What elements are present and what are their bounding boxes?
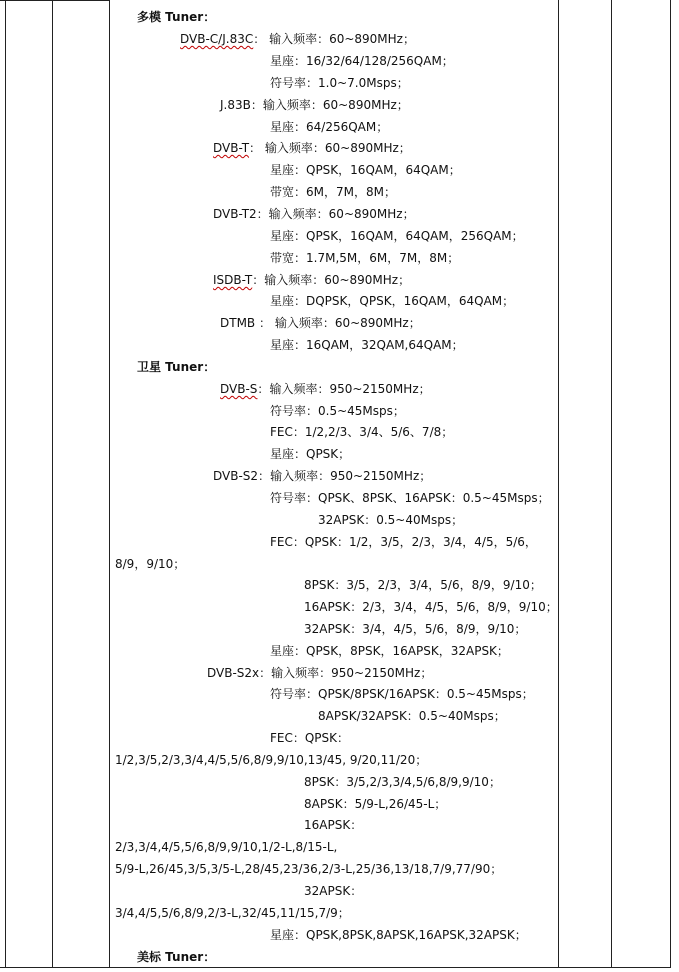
section-title-satellite: 卫星 Tuner： [137, 360, 216, 374]
dvbs2-label: DVB-S2： [213, 469, 271, 483]
dvbs2-fec-16apsk: 16APSK：2/3，3/4，4/5，5/6，8/9，9/10； [304, 600, 558, 614]
table-border-top [0, 0, 110, 1]
dvbt2-freq: 输入频率：60~890MHz； [268, 207, 415, 221]
section-title-american: 美标 Tuner： [137, 950, 216, 964]
table-border-bottom [0, 967, 671, 968]
table-border-right [670, 0, 671, 968]
dvbt-bandwidth: 带宽：6M，7M，8M； [270, 185, 396, 199]
dtmb-constellation: 星座：16QAM，32QAM,64QAM； [270, 338, 464, 352]
j83b-freq: 输入频率：60~890MHz； [262, 98, 409, 112]
dvbs2-fec-qpsk: FEC：QPSK：1/2，3/5，2/3，3/4，4/5，5/6， [270, 535, 537, 549]
dvbc-constellation: 星座：16/32/64/128/256QAM； [270, 54, 454, 68]
dvbs2x-fec-8apsk: 8APSK：5/9-L,26/45-L； [304, 797, 447, 811]
isdbt-line: ISDB-T：输入频率：60~890MHz； [213, 273, 411, 287]
dvbs2x-fec-32apsk-head: 32APSK： [304, 884, 363, 898]
dvbt-label: DVB-T [213, 141, 250, 155]
j83b-line [220, 98, 409, 112]
dvbs-freq: 输入频率：950~2150MHz； [269, 382, 431, 396]
dvbs-fec: FEC：1/2,2/3、3/4、5/6、7/8； [270, 425, 454, 439]
dvbs2-constellation: 星座：QPSK，8PSK，16APSK，32APSK； [270, 644, 509, 658]
table-border-col1 [52, 0, 53, 968]
dvbs2-fec-32apsk: 32APSK：3/4，4/5，5/6，8/9，9/10； [304, 622, 527, 636]
dvbs2x-fec-qpsk: 1/2,3/5,2/3,3/4,4/5,5/6,8/9,9/10,13/45, 9/20,11/20； [115, 753, 428, 767]
dvbs2x-fec-head: FEC：QPSK： [270, 731, 350, 745]
dvbs2x-symbol-rate-1: 符号率：QPSK/8PSK/16APSK：0.5~45Msps； [270, 687, 534, 701]
dvbt-line: DVB-T： 输入频率：60~890MHz； [213, 141, 411, 155]
dvbs2x-constellation: 星座：QPSK,8PSK,8APSK,16APSK,32APSK； [270, 928, 527, 942]
dvbs2x-symbol-rate-2: 8APSK/32APSK：0.5~40Msps； [318, 709, 506, 723]
isdbt-constellation: 星座：DQPSK，QPSK，16QAM，64QAM； [270, 294, 515, 308]
dvbt-constellation: 星座：QPSK，16QAM，64QAM； [270, 163, 461, 177]
dvbs-symbol-rate: 符号率：0.5~45Msps； [270, 404, 405, 418]
dvbs2x-freq: 输入频率：950~2150MHz； [271, 666, 433, 680]
dvbc-label: DVB-C/J.83C [180, 32, 254, 46]
dvbt2-bandwidth: 带宽：1.7M,5M，6M，7M，8M； [270, 251, 460, 265]
dvbt2-constellation: 星座：QPSK，16QAM，64QAM，256QAM； [270, 229, 524, 243]
dvbs2-symbol-rate-1: 符号率：QPSK、8PSK、16APSK：0.5~45Msps； [270, 491, 550, 505]
isdbt-label: ISDB-T [213, 273, 253, 287]
dvbt2-line [213, 207, 415, 221]
dvbc-freq: 输入频率：60~890MHz； [269, 32, 415, 46]
dtmb-label: DTMB ： [220, 316, 271, 330]
dvbs2x-fec-8psk: 8PSK：3/5,2/3,3/4,5/6,8/9,9/10； [304, 775, 501, 789]
dvbs2x-line [207, 666, 432, 680]
dvbt2-label: DVB-T2： [213, 207, 269, 221]
dvbs2x-fec-16apsk-head: 16APSK： [304, 818, 363, 832]
j83b-label: J.83B： [220, 98, 263, 112]
table-border-left [5, 0, 6, 968]
dvbs2-symbol-rate-2: 32APSK：0.5~40Msps； [318, 513, 464, 527]
table-border-col4 [611, 0, 612, 968]
dvbs2-fec-8psk: 8PSK：3/5，2/3，3/4，5/6，8/9，9/10； [304, 578, 542, 592]
dvbs2-line [213, 469, 431, 483]
dvbc-line: DVB-C/J.83C： 输入频率：60~890MHz； [180, 32, 415, 46]
dvbs2x-fec-16apsk-2: 5/9-L,26/45,3/5,3/5-L,28/45,23/36,2/3-L,25/36,13/18,7/9,77/90； [115, 862, 503, 876]
table-border-col3 [558, 0, 559, 968]
isdbt-freq: 输入频率：60~890MHz； [264, 273, 411, 287]
j83b-constellation: 星座：64/256QAM； [270, 120, 389, 134]
dvbs-constellation: 星座：QPSK； [270, 447, 351, 461]
dvbs-label: DVB-S [220, 382, 258, 396]
dtmb-freq: 输入频率：60~890MHz； [274, 316, 421, 330]
dvbs2x-fec-32apsk-1: 3/4,4/5,5/6,8/9,2/3-L,32/45,11/15,7/9； [115, 906, 350, 920]
dvbs-line: DVB-S：输入频率：950~2150MHz； [220, 382, 431, 396]
dvbt-freq: 输入频率：60~890MHz； [264, 141, 411, 155]
dvbc-symbol-rate: 符号率：1.0~7.0Msps； [270, 76, 409, 90]
dvbs2-fec-qpsk-cont: 8/9，9/10； [115, 557, 186, 571]
dvbs2x-label: DVB-S2x： [207, 666, 272, 680]
table-border-col2 [109, 0, 110, 968]
dvbs2x-fec-16apsk-1: 2/3,3/4,4/5,5/6,8/9,9/10,1/2-L,8/15-L, [115, 840, 338, 854]
dtmb-line [220, 316, 421, 330]
dvbs2-freq: 输入频率：950~2150MHz； [270, 469, 432, 483]
section-title-multimode: 多模 Tuner： [137, 10, 216, 24]
